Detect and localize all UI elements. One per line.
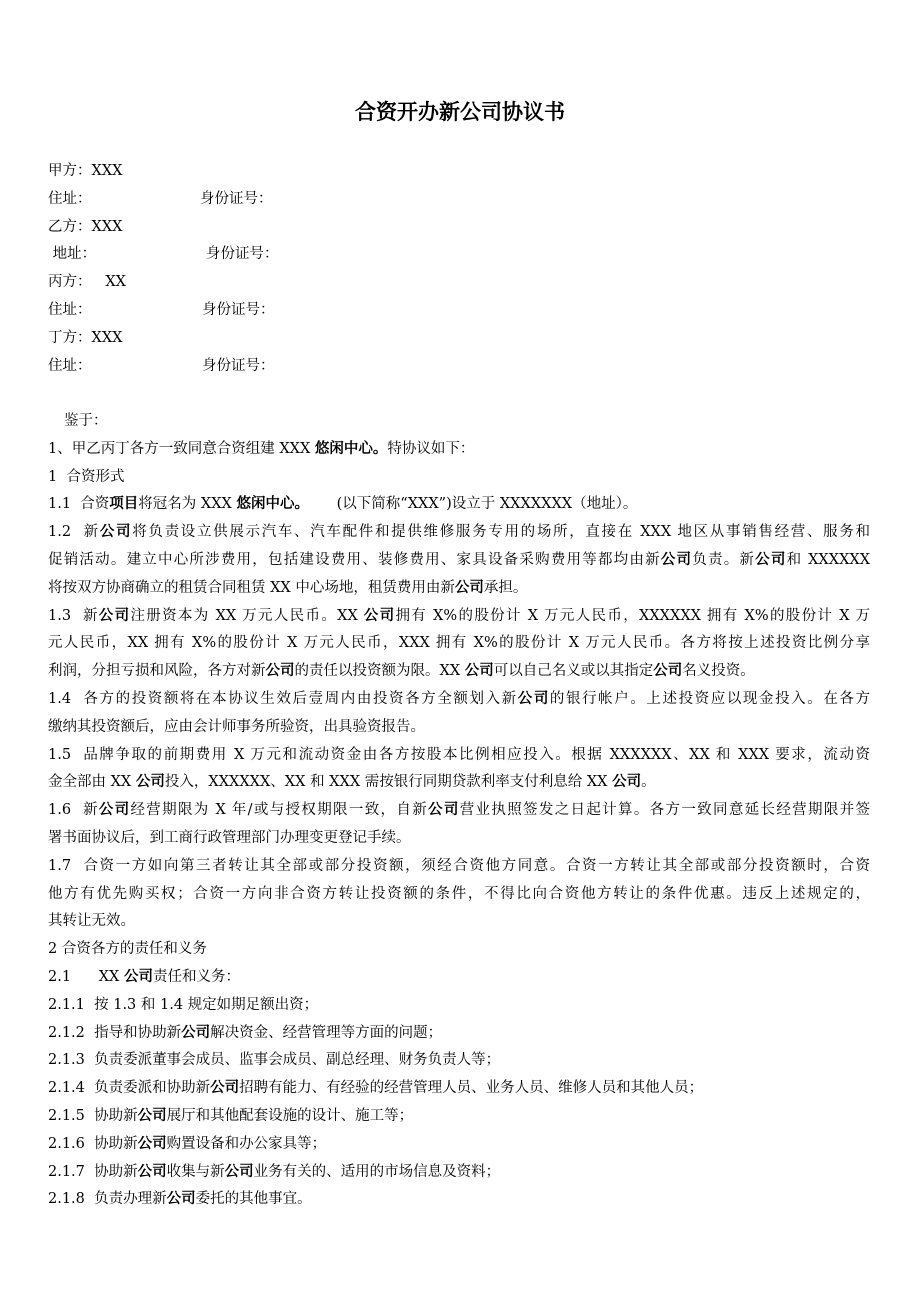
clause-line: 将按双方协商确立的租赁合同租赁 XX 中心场地，租赁费用由新公司承担。	[48, 579, 528, 596]
parties-block	[48, 158, 868, 380]
clause-line: 1.5 品牌争取的前期费用 X 万元和流动资金由各方按股本比例相应投入。根据 XXXXXX、XX 和 XXX 要求，流动资	[48, 746, 870, 763]
clause-line: 2.1 XX 公司责任和义务：	[48, 968, 240, 985]
id-number-label: 身份证号：	[202, 357, 275, 374]
party-label: 甲方：XXX	[48, 163, 123, 179]
clause-line: 元人民币，XX 拥有 X%的股份计 X 万元人民币，XXX 拥有 X%的股份计 X 万元人民币。各方将按上述投资比例分享	[48, 635, 870, 652]
clause-line: 2.1.7 协助新公司收集与新公司业务有关的、适用的市场信息及资料；	[48, 1163, 501, 1180]
party-label: 丁方：XXX	[48, 329, 123, 346]
clause-line: 2 合资各方的责任和义务	[48, 941, 207, 958]
clause-line: 1.7 合资一方如向第三者转让其全部或部分投资额，须经合资他方同意。合资一方转让其全部或部分投资额时，合资	[48, 857, 870, 874]
clause-line: 缴纳其投资额后，应由会计师事务所验资，出具验资报告。	[48, 718, 425, 735]
clause-line: 2.1.8 负责办理新公司委托的其他事宜。	[48, 1191, 312, 1208]
clause-line: 他方有优先购买权；合资一方向非合资方转让投资额的条件，不得比向合资他方转让的条件优惠。违反上述规定的，	[48, 885, 870, 902]
id-number-label: 身份证号：	[200, 190, 273, 207]
clause-line: 1 合资形式	[48, 468, 125, 485]
party-line	[48, 269, 868, 297]
clause-line: 2.1.3 负责委派董事会成员、监事会成员、副总经理、财务负责人等；	[48, 1052, 501, 1069]
clause-line: 1.2 新公司将负责设立供展示汽车、汽车配件和提供维修服务专用的场所，直接在 XXX 地区从事销售经营、服务和	[48, 524, 871, 541]
party-line	[48, 325, 868, 353]
clause-line: 金全部由 XX 公司投入，XXXXXX、XX 和 XXX 需按银行同期贷款利率支付利息给 XX 公司。	[48, 774, 656, 791]
clause-line: 利润，分担亏损和风险，各方对新公司的责任以投资额为限。XX 公司可以自己名义或以其指定公司名义投资。	[48, 663, 755, 680]
clause-line: 2.1.1 按 1.3 和 1.4 规定如期足额出资；	[48, 996, 319, 1013]
clause-line: 鉴于：	[64, 413, 108, 429]
party-label: 丙方： XX	[48, 274, 126, 291]
document-title: 合资开办新公司协议书	[355, 100, 565, 124]
party-line	[48, 214, 868, 242]
clause-line: 1.4 各方的投资额将在本协议生效后壹周内由投资各方全额划入新公司的银行帐户。上述投资应以现金投入。在各方	[48, 690, 871, 707]
party-label: 住址：	[48, 357, 92, 374]
clause-line: 其转让无效。	[48, 913, 135, 930]
clause-line: 1、甲乙丙丁各方一致同意合资组建 XXX 悠闲中心。特协议如下：	[48, 440, 475, 457]
clause-line: 2.1.6 协助新公司购置设备和办公家具等；	[48, 1135, 327, 1152]
id-number-label: 身份证号：	[202, 301, 275, 318]
party-line	[48, 353, 868, 381]
clause-line: 署书面协议后，到工商行政管理部门办理变更登记手续。	[48, 829, 411, 846]
party-label: 地址：	[48, 246, 97, 263]
clause-line: 2.1.4 负责委派和协助新公司招聘有能力、有经验的经营管理人员、业务人员、维修人员和其他人员；	[48, 1080, 704, 1097]
clause-line: 1.3 新公司注册资本为 XX 万元人民币。XX 公司拥有 X%的股份计 X 万元人民币，XXXXXX 拥有 X%的股份计 X 万	[48, 607, 871, 624]
clause-line: 促销活动。建立中心所涉费用，包括建设费用、装修费用、家具设备采购费用等都均由新公司负责。新公司和 XXXXXX	[48, 551, 871, 568]
party-label: 乙方：XXX	[48, 218, 123, 235]
party-line	[48, 186, 868, 214]
party-line	[48, 158, 868, 186]
party-line	[48, 297, 868, 325]
party-label: 住址：	[48, 301, 92, 318]
agreement-body	[48, 408, 870, 1214]
party-line	[48, 241, 868, 269]
clause-line: 1.6 新公司经营期限为 X 年/或与授权期限一致，自新公司营业执照签发之日起计算。各方一致同意延长经营期限并签	[48, 802, 871, 819]
clause-line: 2.1.5 协助新公司展厅和其他配套设施的设计、施工等；	[48, 1107, 414, 1124]
clause-line: 1.1 合资项目将冠名为 XXX 悠闲中心。 (以下简称“XXX”)设立于 XXXXXXX（地址）。	[48, 496, 638, 513]
clause-line: 2.1.2 指导和协助新公司解决资金、经营管理等方面的问题；	[48, 1024, 443, 1041]
id-number-label: 身份证号：	[206, 246, 279, 263]
party-label: 住址：	[48, 190, 92, 207]
